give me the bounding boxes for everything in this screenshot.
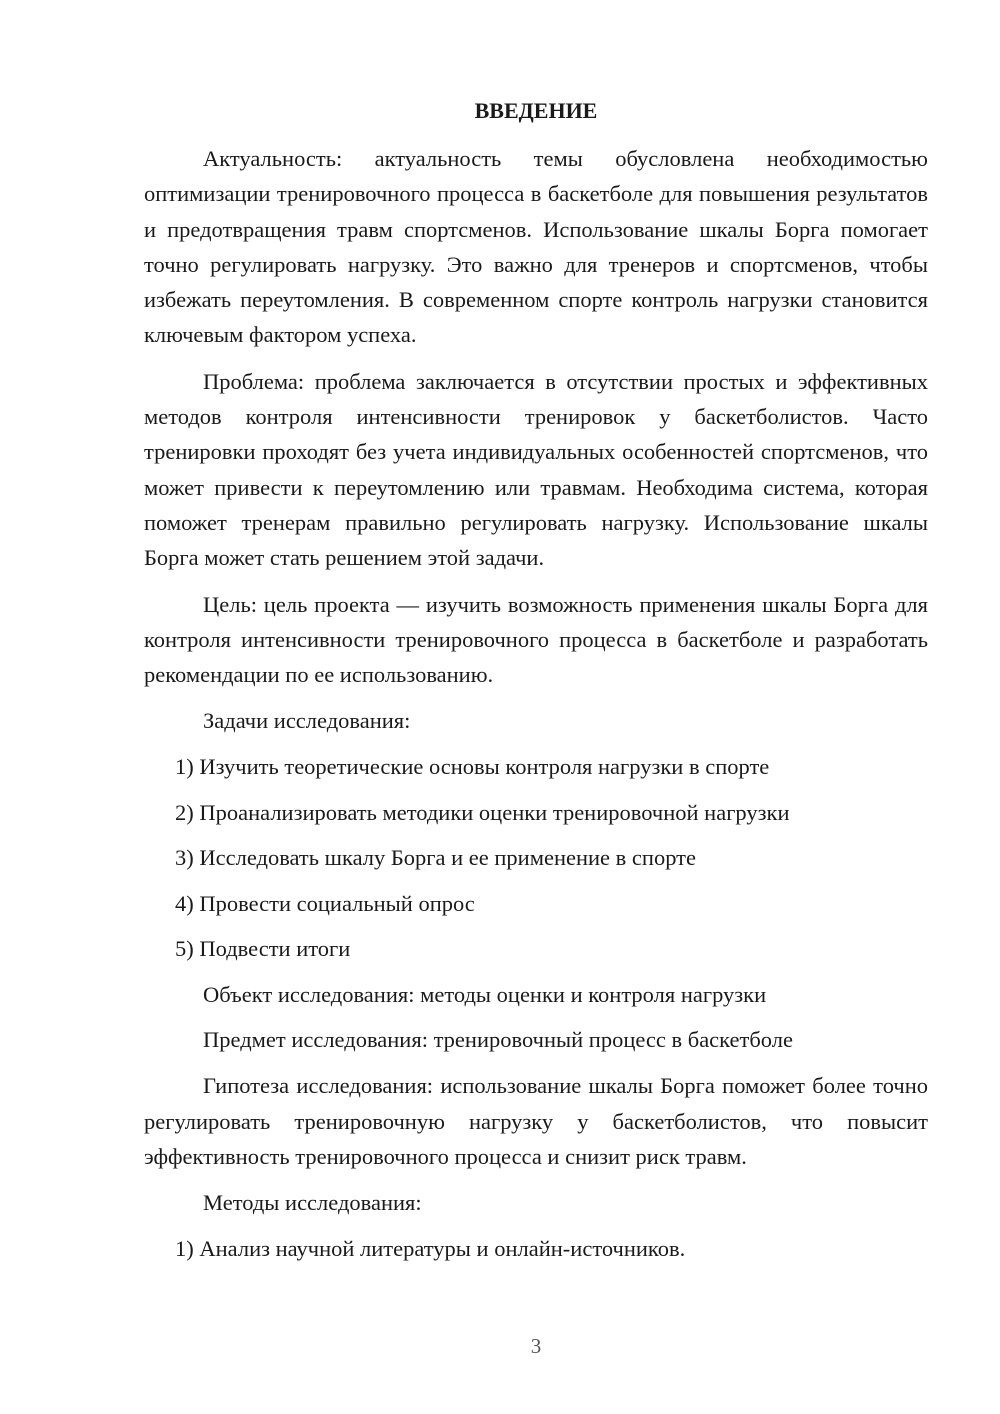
task-item-3: 3) Исследовать шкалу Борга и ее применение в спорте bbox=[175, 845, 696, 871]
problem-paragraph: Проблема: проблема заключается в отсутствии простых и эффективных методов контроля интенсивности тренировок у баскетболистов. Часто тренировки проходят без учета индивидуальных особенностей спортсменов, что может привести к переутомлению или травмам. Необходима система, которая поможет тренерам правильно регулировать нагрузку. Использование шкалы Борга может стать решением этой задачи. bbox=[144, 368, 928, 571]
task-item-4: 4) Провести социальный опрос bbox=[175, 890, 475, 916]
relevance-paragraph: Актуальность: актуальность темы обусловлена необходимостью оптимизации тренировочного процесса в баскетболе для повышения результатов и предотвращения травм спортсменов. Использование шкалы Борга помогает точно регулировать нагрузку. Это важно для тренеров и спортсменов, чтобы избежать переутомления. В современном спорте контроль нагрузки становится ключевым фактором успеха. bbox=[144, 146, 928, 348]
methods-title: Методы исследования: bbox=[203, 1190, 422, 1216]
research-subject: Предмет исследования: тренировочный процесс в баскетболе bbox=[203, 1027, 793, 1053]
method-item-1: 1) Анализ научной литературы и онлайн-источников. bbox=[175, 1235, 686, 1261]
tasks-title: Задачи исследования: bbox=[203, 708, 411, 734]
task-item-1: 1) Изучить теоретические основы контроля нагрузки в спорте bbox=[175, 754, 770, 780]
task-item-5: 5) Подвести итоги bbox=[175, 936, 351, 962]
page-number: 3 bbox=[530, 1334, 542, 1358]
section-heading: ВВЕДЕНИЕ bbox=[474, 98, 598, 123]
task-item-2: 2) Проанализировать методики оценки тренировочной нагрузки bbox=[175, 799, 790, 825]
page-body bbox=[144, 141, 928, 1276]
hypothesis-paragraph: Гипотеза исследования: использование шкалы Борга поможет более точно регулировать тренировочную нагрузку у баскетболистов, что повысит эффективность тренировочного процесса и снизит риск травм. bbox=[144, 1073, 928, 1169]
research-object: Объект исследования: методы оценки и контроля нагрузки bbox=[203, 981, 767, 1007]
goal-paragraph: Цель: цель проекта — изучить возможность применения шкалы Борга для контроля интенсивности тренировочного процесса в баскетболе и разработать рекомендации по ее использованию. bbox=[144, 591, 928, 688]
